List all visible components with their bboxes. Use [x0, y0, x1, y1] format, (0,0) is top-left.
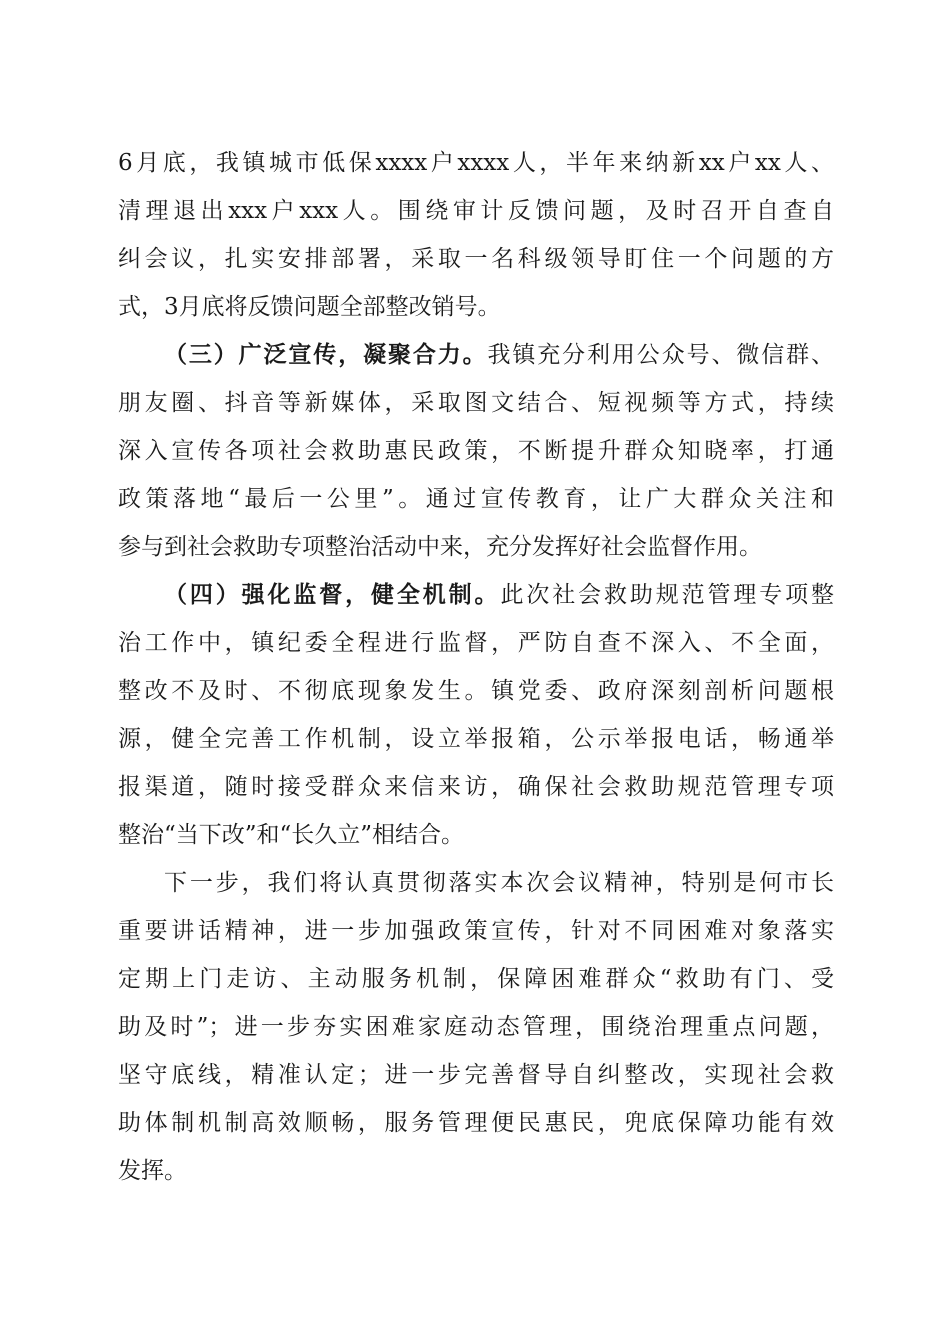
text-line: 治工作中，镇纪委全程进行监督，严防自查不深入、不全面， [118, 630, 834, 656]
text-line: 清理退出xxx户xxx人。围绕审计反馈问题，及时召开自查自 [118, 198, 834, 224]
text-line: 参与到社会救助专项整治活动中来，充分发挥好社会监督作用。 [118, 534, 762, 560]
text-line: 深入宣传各项社会救助惠民政策，不断提升群众知晓率，打通 [118, 438, 834, 464]
text-line-with-heading [118, 571, 834, 619]
text-line: 重要讲话精神，进一步加强政策宣传，针对不同困难对象落实 [118, 918, 834, 944]
text-line: 源，健全完善工作机制，设立举报箱，公示举报电话，畅通举 [118, 726, 834, 752]
text-line: 整改不及时、不彻底现象发生。镇党委、政府深刻剖析问题根 [118, 678, 834, 704]
text-line: 整治“当下改”和“长久立”相结合。 [118, 822, 465, 848]
paragraph-publicity [118, 331, 834, 571]
text-line: 坚守底线，精准认定；进一步完善督导自纠整改，实现社会救 [118, 1062, 834, 1088]
text-line-with-heading [118, 331, 834, 379]
text-line: 助及时”；进一步夯实困难家庭动态管理，围绕治理重点问题， [118, 1014, 834, 1040]
section-heading-publicity: （三）广泛宣传，凝聚合力。 [164, 341, 488, 368]
paragraph-low-income-stats [118, 139, 834, 331]
text-line: 定期上门走访、主动服务机制，保障困难群众“救助有门、受 [118, 966, 834, 992]
text-line: 式，3月底将反馈问题全部整改销号。 [118, 294, 501, 320]
text-line: 报渠道，随时接受群众来信来访，确保社会救助规范管理专项 [118, 774, 834, 800]
section-heading-supervision: （四）强化监督，健全机制。 [164, 581, 501, 608]
text-line: 政策落地“最后一公里”。通过宣传教育，让广大群众关注和 [118, 486, 834, 512]
text-line: 6月底，我镇城市低保xxxx户xxxx人，半年来纳新xx户xx人、 [118, 150, 834, 176]
text-line: 发挥。 [118, 1158, 187, 1184]
text-line: 纠会议，扎实安排部署，采取一名科级领导盯住一个问题的方 [118, 246, 834, 272]
paragraph-next-steps [118, 859, 834, 1195]
text-line: 下一步，我们将认真贯彻落实本次会议精神，特别是何市长 [164, 870, 834, 896]
paragraph-supervision [118, 571, 834, 859]
text-line: 朋友圈、抖音等新媒体，采取图文结合、短视频等方式，持续 [118, 390, 834, 416]
text-line: 助体制机制高效顺畅，服务管理便民惠民，兜底保障功能有效 [118, 1110, 834, 1136]
document-body [118, 139, 834, 1195]
text-run: 此次社会救助规范管理专项整 [500, 582, 835, 608]
text-run: 我镇充分利用公众号、微信群、 [487, 342, 835, 368]
